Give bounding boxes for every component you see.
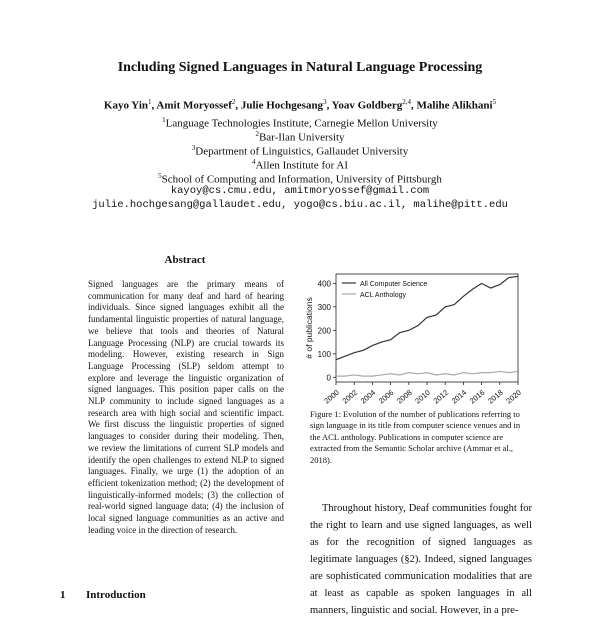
author-affiliation-marker: 3 — [323, 98, 327, 106]
x-tick-label: 2014 — [449, 387, 469, 406]
abstract-text: Signed languages are the primary means of communication for many deaf and hard of hearing individuals. Since signed languages exhibit all the fundamental linguistic properties of natural language, we believe that tools and theories of Natural Language Processing (NLP) are crucial towards its modeling. However, existing research in Sign Language Processing (SLP) seldom attempt to explore and leverage the linguistic organization of signed languages. This position paper calls on the NLP community to include signed languages as a research area with high social and scientific impact. We first discuss the linguistic properties of signed languages to consider during their modeling. Then, we review the limitations of current SLP models and identify the open challenges to extend NLP to signed languages. Finally, we urge (1) the adoption of an efficient tokenization method; (2) the development of linguistically-informed models; (3) the collection of real-world signed language data; (4) the inclusion of local signed language communities as an active and leading voice in the direction of research. — [88, 279, 284, 535]
x-tick-label: 2016 — [467, 387, 487, 406]
x-tick-label: 2010 — [413, 387, 432, 406]
body-text — [310, 500, 532, 619]
legend-label: ACL Anthology — [360, 292, 407, 299]
author-list: Kayo Yin$^1$, Amit Moryossef$^2$, Julie Hochgesang$^3$, Yoav Goldberg$^{2,4}$, Malihe Alikhani$^5$ — [103, 98, 497, 112]
author-name: Yoav Goldberg — [331, 99, 403, 112]
affiliation-marker: 3 — [191, 144, 196, 152]
chart-frame — [336, 274, 518, 382]
y-tick-label: 200 — [317, 326, 331, 336]
affiliation-text: Allen Institute for AI — [255, 159, 349, 172]
email-line: julie.hochgesang@gallaudet.edu, yogo@cs.biu.ac.il, malihe@pitt.edu — [92, 199, 508, 211]
affiliation-marker: 1 — [162, 116, 166, 124]
abstract-body — [88, 279, 284, 536]
author-name: Malihe Alikhani — [416, 99, 493, 112]
affiliation-text: Bar-Ilan University — [258, 131, 345, 144]
affiliation — [0, 169, 600, 187]
author-affiliation-marker: 1 — [148, 98, 152, 106]
legend-label: All Computer Science — [360, 281, 428, 288]
author-name: Amit Moryossef — [156, 99, 232, 112]
abstract-heading: Abstract — [164, 254, 206, 266]
affiliation-text: School of Computing and Information, University of Pittsburgh — [161, 173, 442, 186]
body-paragraph: Throughout history, Deaf communities fought for the right to learn and use signed languages, as well as for the recognition of signed languages as legitimate languages (§2). Indeed, signed languages are sophisticated communication modalities that are at least as capable as spoken languages in all manners, linguistic and social. However, in a pre- — [310, 503, 532, 616]
x-tick-label: 2000 — [322, 387, 341, 406]
section-title: Introduction — [86, 589, 146, 601]
affiliation-marker: 2 — [255, 130, 259, 138]
series-line — [336, 371, 518, 376]
y-tick-label: 300 — [317, 302, 331, 312]
paper-title: Including Signed Languages in Natural Language Processing — [117, 60, 483, 75]
x-tick-label: 2006 — [376, 387, 396, 406]
x-tick-label: 2018 — [486, 387, 505, 406]
y-tick-label: 0 — [326, 373, 331, 383]
section-number: 1 — [60, 589, 66, 601]
email-line: kayoy@cs.cmu.edu, amitmoryossef@gmail.com — [170, 185, 430, 197]
chart-plot-area — [304, 274, 523, 406]
affiliation-text: Department of Linguistics, Gallaudet University — [195, 145, 409, 158]
author-name: Julie Hochgesang — [240, 99, 324, 112]
author-affiliation-marker: 2,4 — [402, 98, 411, 106]
author-affiliation-marker: 5 — [492, 98, 497, 106]
author-affiliation-marker: 2 — [231, 98, 236, 106]
x-tick-label: 2008 — [395, 387, 414, 406]
y-tick-label: 400 — [317, 279, 331, 289]
affiliation-marker: 4 — [251, 158, 256, 166]
x-tick-label: 2020 — [504, 387, 523, 406]
affiliation-marker: 5 — [158, 172, 162, 180]
x-tick-label: 2002 — [340, 387, 360, 406]
series-line — [336, 276, 518, 359]
y-axis-label: # of publications — [304, 297, 314, 359]
x-tick-label: 2012 — [431, 387, 451, 406]
section-heading — [60, 589, 146, 601]
publications-line-chart — [300, 266, 530, 416]
author-name: Kayo Yin — [103, 99, 148, 112]
affiliation-text: Language Technologies Institute, Carnegie Mellon University — [165, 117, 438, 130]
x-tick-label: 2004 — [358, 387, 378, 406]
y-tick-label: 100 — [317, 349, 331, 359]
figure-caption: Figure 1: Evolution of the number of publications referring to sign language in its title from computer science venues and in the ACL anthology. Publications in computer science are extracted from the Semantic Scholar archive (Ammar et al., 2018). — [310, 409, 521, 465]
